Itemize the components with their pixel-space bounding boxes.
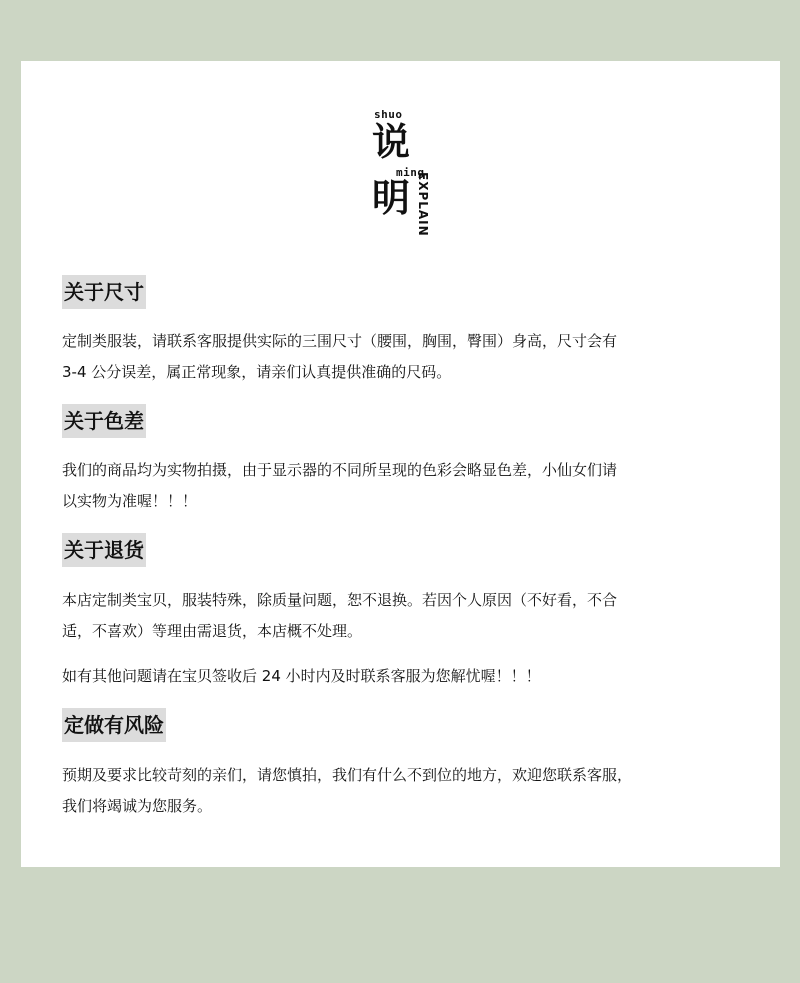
explain-logo (366, 106, 456, 237)
logo-explain-text: EXPLAIN (416, 172, 430, 237)
section-size-line-1: 定制类服装，请联系客服提供实际的三围尺寸（腰围，胸围，臀围）身高，尺寸会有 (62, 332, 618, 350)
section-color-line-2: 以实物为准喔！！！ (62, 492, 198, 510)
section-color-line-1: 我们的商品均为实物拍摄，由于显示器的不同所呈现的色彩会略显色差，小仙女们请 (62, 461, 618, 479)
section-return-line-2: 适，不喜欢）等理由需退货，本店概不处理。 (62, 622, 363, 640)
section-return-line-1: 本店定制类宝贝，服装特殊，除质量问题，恕不退换。若因个人原因（不好看，不合 (62, 591, 618, 609)
section-title-color: 关于色差 (62, 404, 146, 438)
section-risk-line-2: 我们将竭诚为您服务。 (62, 797, 213, 815)
section-return-extra-line: 如有其他问题请在宝贝签收后 24 小时内及时联系客服为您解忧喔！！！ (62, 667, 541, 685)
logo-char-shuo: 说 (372, 119, 411, 164)
section-title-size: 关于尺寸 (62, 275, 146, 309)
section-body-return (62, 585, 742, 647)
section-title-return: 关于退货 (62, 533, 146, 567)
section-size-line-2: 3-4 公分误差，属正常现象，请亲们认真提供准确的尺码。 (62, 363, 452, 381)
section-body-size (62, 326, 742, 388)
section-title-risk: 定做有风险 (62, 708, 166, 742)
logo-pinyin-ming: ming (396, 166, 425, 179)
explain-card (21, 61, 780, 867)
section-body-risk (62, 760, 742, 822)
section-return-extra (62, 661, 742, 692)
logo-char-ming: 明 (372, 175, 411, 220)
logo-pinyin-shuo: shuo (374, 108, 403, 121)
section-risk-line-1: 预期及要求比较苛刻的亲们，请您慎拍，我们有什么不到位的地方，欢迎您联系客服， (62, 766, 633, 784)
section-body-color (62, 455, 742, 517)
